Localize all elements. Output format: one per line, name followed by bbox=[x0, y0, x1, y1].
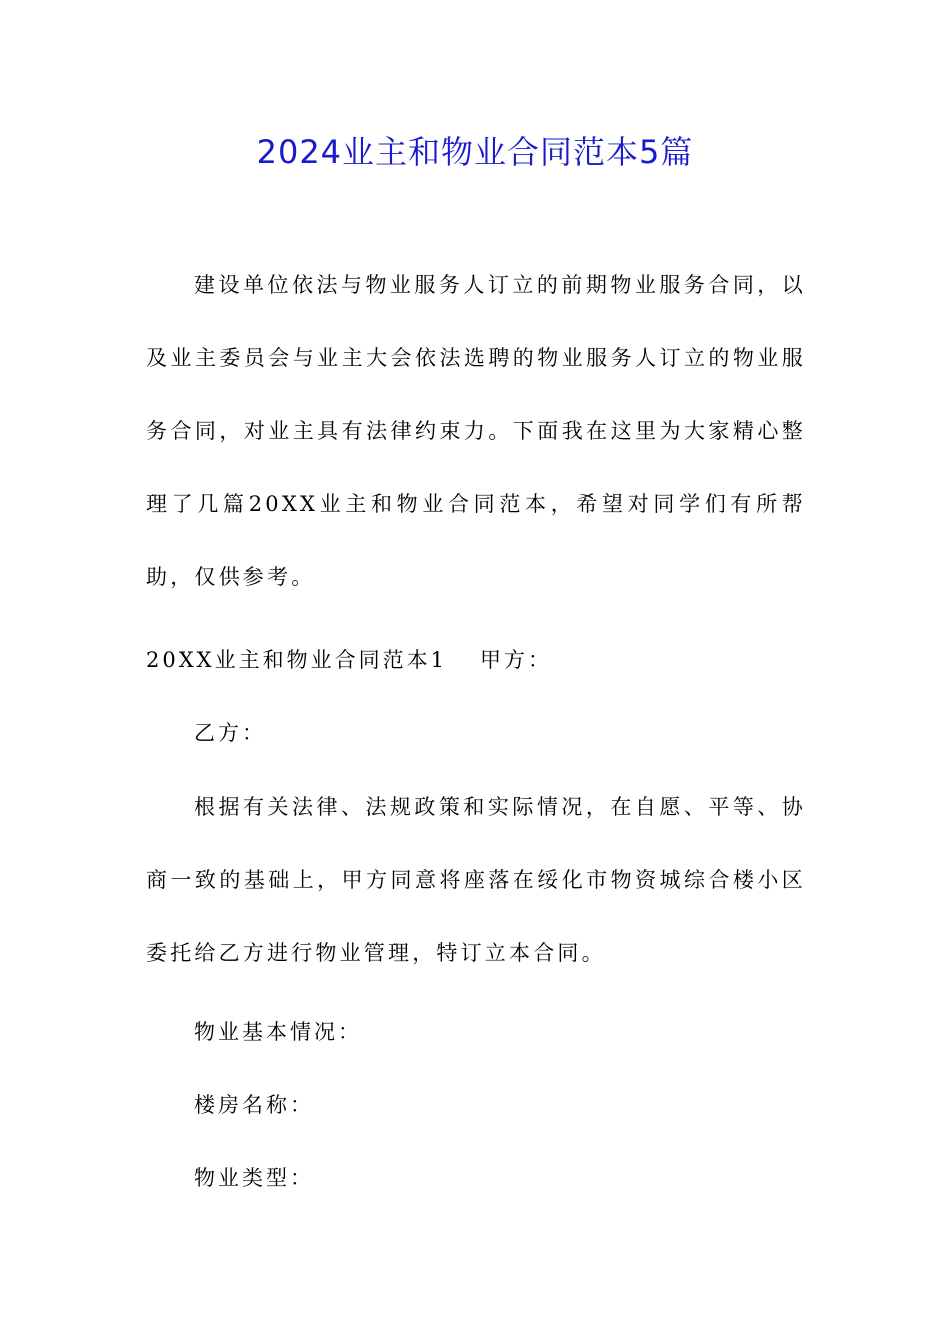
clause-paragraph: 根据有关法律、法规政策和实际情况，在自愿、平等、协商一致的基础上，甲方同意将座落在绥化市物资城综合楼小区委托给乙方进行物业管理，特订立本合同。 bbox=[146, 795, 806, 965]
document-title: 2024业主和物业合同范本5篇 bbox=[256, 133, 694, 171]
building-name-label: 楼房名称： bbox=[194, 1093, 314, 1117]
clause-block bbox=[146, 771, 806, 990]
intro-block bbox=[146, 249, 806, 614]
property-type-label: 物业类型： bbox=[194, 1166, 314, 1190]
basic-info-label: 物业基本情况： bbox=[194, 1020, 362, 1044]
party-b-label: 乙方： bbox=[194, 721, 266, 745]
section-heading: 20XX业主和物业合同范本1 bbox=[146, 648, 447, 672]
party-a-label: 甲方： bbox=[480, 648, 552, 672]
intro-paragraph: 建设单位依法与物业服务人订立的前期物业服务合同，以及业主委员会与业主大会依法选聘的物业服务人订立的物业服务合同，对业主具有法律约束力。下面我在这里为大家精心整理了几篇20XX业主和物业合同范本，希望对同学们有所帮助，仅供参考。 bbox=[146, 273, 806, 589]
